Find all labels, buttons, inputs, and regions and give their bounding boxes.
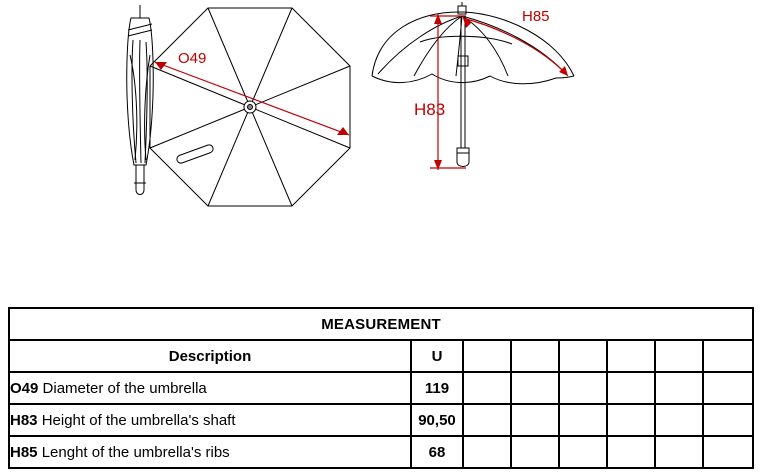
- row-extra-3: [559, 372, 607, 404]
- row-code: H83: [10, 411, 38, 429]
- column-header-extra-1: [463, 340, 511, 372]
- row-extra-1: [463, 436, 511, 468]
- table-row: [9, 372, 753, 404]
- row-extra-5: [655, 436, 703, 468]
- column-header-extra-2: [511, 340, 559, 372]
- row-extra-1: [463, 372, 511, 404]
- column-header-extra-3: [559, 340, 607, 372]
- row-description-cell: [9, 372, 411, 404]
- row-extra-4: [607, 404, 655, 436]
- row-code: H85: [10, 443, 38, 461]
- row-extra-2: [511, 372, 559, 404]
- row-extra-4: [607, 372, 655, 404]
- table-header-row: [9, 340, 753, 372]
- row-description: Height of the umbrella's shaft: [41, 411, 236, 429]
- row-description: Lenght of the umbrella's ribs: [41, 443, 230, 461]
- row-extra-4: [607, 436, 655, 468]
- column-header-description: Description: [9, 340, 411, 372]
- row-value: 68: [411, 436, 463, 468]
- table-row: [9, 404, 753, 436]
- measurement-table-wrapper: [8, 307, 752, 469]
- row-extra-5: [655, 372, 703, 404]
- column-header-extra-5: [655, 340, 703, 372]
- dimension-label-o49: O49: [178, 50, 207, 67]
- row-extra-2: [511, 436, 559, 468]
- table-row: [9, 436, 753, 468]
- row-description: Diameter of the umbrella: [42, 379, 207, 397]
- row-extra-2: [511, 404, 559, 436]
- row-value: 119: [411, 372, 463, 404]
- measurement-table: [8, 307, 754, 469]
- row-extra-1: [463, 404, 511, 436]
- row-extra-5: [655, 404, 703, 436]
- row-extra-6: [703, 372, 753, 404]
- column-header-unit: U: [411, 340, 463, 372]
- dimension-label-h83: H83: [414, 100, 446, 119]
- table-title: MEASUREMENT: [9, 308, 753, 340]
- table-title-row: [9, 308, 753, 340]
- row-extra-3: [559, 436, 607, 468]
- closed-umbrella-view: [127, 5, 154, 195]
- dimension-label-h85: H85: [522, 8, 550, 25]
- row-extra-6: [703, 404, 753, 436]
- row-description-cell: [9, 436, 411, 468]
- row-value: 90,50: [411, 404, 463, 436]
- row-extra-3: [559, 404, 607, 436]
- row-code: O49: [10, 379, 39, 397]
- open-umbrella-top-view: [150, 8, 350, 206]
- column-header-extra-4: [607, 340, 655, 372]
- row-extra-6: [703, 436, 753, 468]
- column-header-extra-6: [703, 340, 753, 372]
- row-description-cell: [9, 404, 411, 436]
- open-umbrella-side-view: [372, 2, 574, 170]
